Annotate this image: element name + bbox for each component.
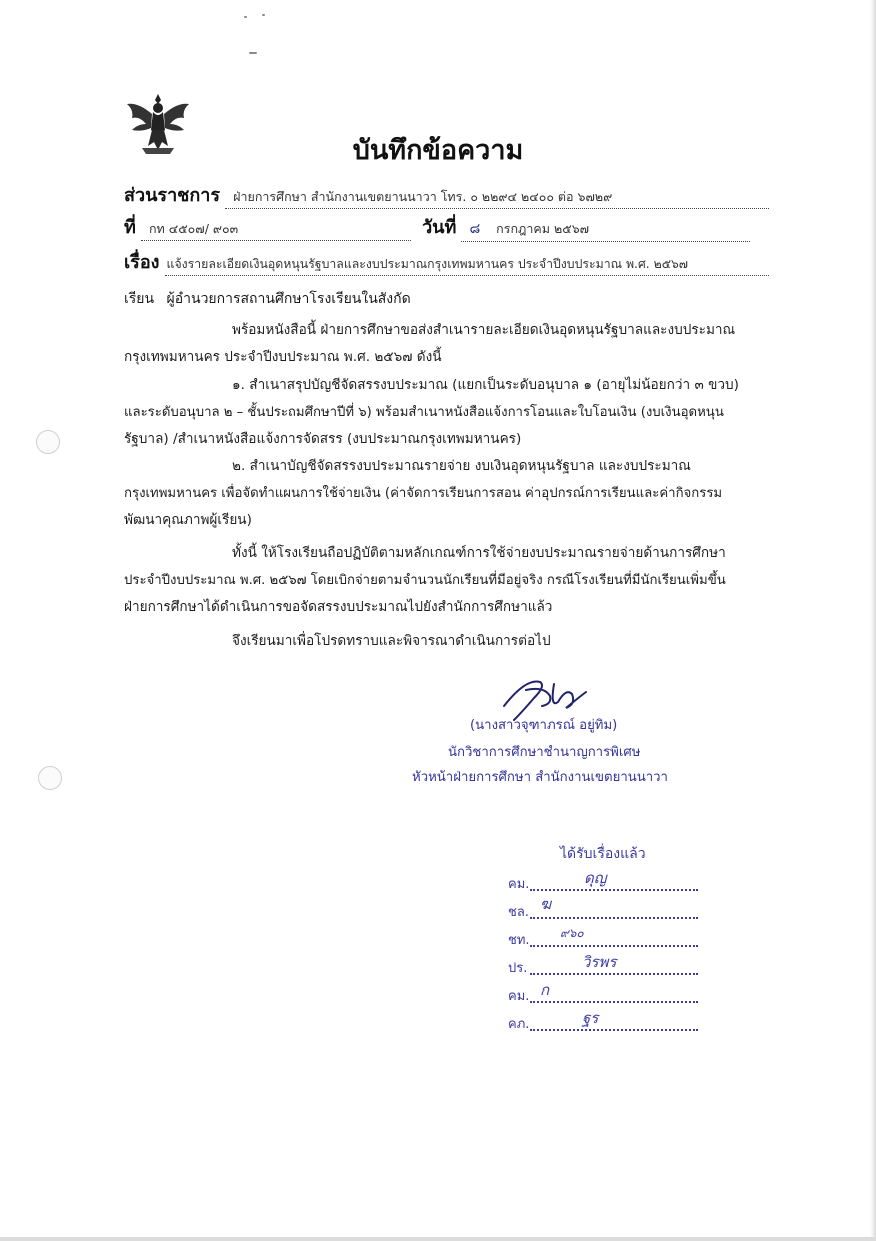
date-day: ๘ <box>469 221 481 237</box>
signatory-position: นักวิชาการศึกษาชำนาญการพิเศษ <box>448 745 641 760</box>
memo-title: บันทึกข้อความ <box>352 135 524 166</box>
department-label: ส่วนราชการ <box>124 185 221 206</box>
received-row-label: ชล. <box>508 905 529 920</box>
received-row-line <box>530 889 698 891</box>
received-row-label: คม. <box>508 877 530 892</box>
body-line: พร้อมหนังสือนี้ ฝ่ายการศึกษาขอส่งสำเนารายละเอียดเงินอุดหนุนรัฐบาลและงบประมาณ <box>232 322 736 338</box>
received-row-label: คภ. <box>508 1017 530 1032</box>
subject-row <box>124 247 769 276</box>
scan-speck <box>244 16 247 18</box>
department-row <box>124 180 769 209</box>
punch-hole-upper <box>36 430 60 454</box>
salutation-label: เรียน <box>124 291 155 307</box>
body-line: ประจำปีงบประมาณ พ.ศ. ๒๕๖๗ โดยเบิกจ่ายตามจำนวนนักเรียนที่มีอยู่จริง กรณีโรงเรียนที่มีนักเรียนเพิ่มขึ้น <box>124 573 726 588</box>
reference-date-row <box>124 212 750 242</box>
punch-hole-lower <box>38 766 62 790</box>
body-line: ๒. สำเนาบัญชีจัดสรรงบประมาณรายจ่าย งบเงินอุดหนุนรัฐบาล และงบประมาณ <box>232 458 691 474</box>
received-row-line <box>530 945 698 947</box>
received-stamp-title: ได้รับเรื่องแล้ว <box>560 846 646 862</box>
subject-value: แจ้งรายละเอียดเงินอุดหนุนรัฐบาลและงบประมาณกรุงเทพมหานคร ประจำปีงบประมาณ พ.ศ. ๒๕๖๗ <box>165 255 769 276</box>
received-row-line <box>530 1001 698 1003</box>
body-line: และระดับอนุบาล ๒ – ชั้นประถมศึกษาปีที่ ๖) พร้อมสำเนาหนังสือแจ้งการโอนและใบโอนเงิน (งบเงินอุดหนุน <box>124 405 724 420</box>
date-label: วันที่ <box>422 217 457 238</box>
scan-speck <box>249 52 257 54</box>
closing-line: จึงเรียนมาเพื่อโปรดทราบและพิจารณาดำเนินการต่อไป <box>232 633 551 649</box>
date-month-year: กรกฎาคม ๒๕๖๗ <box>496 221 590 236</box>
received-row-entry: ดุญ <box>584 869 607 887</box>
body-line: รัฐบาล) /สำเนาหนังสือแจ้งการจัดสรร (งบประมาณกรุงเทพมหานคร) <box>124 431 522 447</box>
received-row-entry: ฆ <box>540 895 552 913</box>
body-line: กรุงเทพมหานคร เพื่อจัดทำแผนการใช้จ่ายเงิน (ค่าจัดการเรียนการสอน ค่าอุปกรณ์การเรียนและค่ากิจกรรม <box>124 486 723 501</box>
date-field <box>461 218 750 242</box>
received-row-entry: วิรพร <box>582 953 617 971</box>
body-line: ๑. สำเนาสรุปบัญชีจัดสรรงบประมาณ (แยกเป็นระดับอนุบาล ๑ (อายุไม่น้อยกว่า ๓ ขวบ) <box>232 377 739 393</box>
page-edge-shadow <box>870 0 876 1241</box>
received-row-entry: ๙๖๐ <box>560 926 584 940</box>
salutation-recipient: ผู้อำนวยการสถานศึกษาโรงเรียนในสังกัด <box>166 291 411 307</box>
received-row-line <box>530 1029 698 1031</box>
salutation-row <box>124 288 411 310</box>
received-row-label: ปร. <box>508 961 528 976</box>
body-line: ฝ่ายการศึกษาได้ดำเนินการขอจัดสรรงบประมาณไปยังสำนักการศึกษาแล้ว <box>124 599 553 615</box>
signatory-unit: หัวหน้าฝ่ายการศึกษา สำนักงานเขตยานนาวา <box>412 770 668 785</box>
body-line: พัฒนาคุณภาพผู้เรียน) <box>124 512 252 528</box>
scan-speck <box>262 14 265 16</box>
received-row-entry: ก <box>540 981 550 999</box>
page-bottom-edge <box>0 1237 876 1241</box>
body-line: กรุงเทพมหานคร ประจำปีงบประมาณ พ.ศ. ๒๕๖๗ ดังนี้ <box>124 349 442 365</box>
reference-label: ที่ <box>124 217 136 238</box>
received-row-entry: ฐร <box>582 1009 599 1027</box>
subject-label: เรื่อง <box>124 252 160 273</box>
received-row-line <box>530 917 698 919</box>
reference-number: กท ๔๕๐๗/ ๙๐๓ <box>141 219 411 241</box>
body-line: ทั้งนี้ ให้โรงเรียนถือปฏิบัติตามหลักเกณฑ์การใช้จ่ายงบประมาณรายจ่ายด้านการศึกษา <box>232 545 726 561</box>
signatory-name: (นางสาวจุฑาภรณ์ อยู่ทิม) <box>470 718 618 733</box>
received-row-label: คม. <box>508 989 530 1004</box>
received-row-label: ชท. <box>508 933 530 948</box>
department-value: ฝ่ายการศึกษา สำนักงานเขตยานนาวา โทร. ๐ ๒๒๙๔ ๒๔๐๐ ต่อ ๖๗๒๙ <box>225 187 769 209</box>
